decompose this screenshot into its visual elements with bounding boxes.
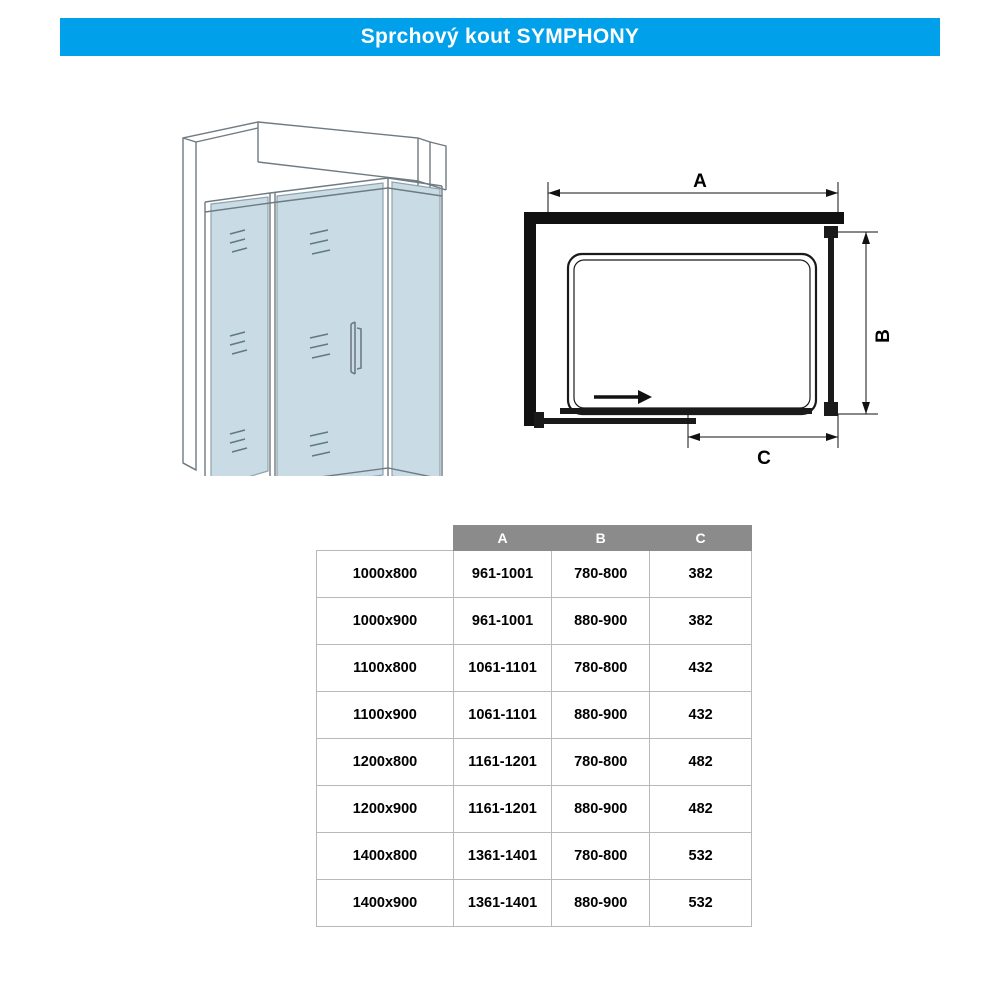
- cell-a: 1161-1201: [453, 786, 551, 833]
- cell-b: 880-900: [552, 786, 650, 833]
- cell-c: 532: [650, 833, 752, 880]
- dimension-b-label: B: [873, 329, 894, 343]
- cell-a: 1361-1401: [453, 833, 551, 880]
- page-title-bar: [60, 18, 940, 56]
- cell-c: 532: [650, 880, 752, 927]
- table-header-a: A: [453, 526, 551, 551]
- table-header-c: C: [650, 526, 752, 551]
- cell-b: 880-900: [552, 692, 650, 739]
- table-row: [317, 786, 752, 833]
- cell-size: 1400x800: [317, 833, 454, 880]
- door-left-fixing: [534, 412, 544, 428]
- glass-panel-left: [211, 197, 268, 476]
- cell-a: 1161-1201: [453, 739, 551, 786]
- cell-b: 880-900: [552, 880, 650, 927]
- dimension-c-label: C: [757, 448, 771, 469]
- perspective-drawing: [183, 122, 446, 476]
- table-row: [317, 833, 752, 880]
- table-header-b: B: [552, 526, 650, 551]
- tray-outline: [568, 254, 816, 414]
- wall-top: [524, 212, 844, 224]
- cell-size: 1200x900: [317, 786, 454, 833]
- cell-c: 432: [650, 692, 752, 739]
- side-glass-bottom-fixing: [824, 402, 838, 416]
- cell-c: 482: [650, 739, 752, 786]
- wall-left: [524, 212, 536, 426]
- cell-size: 1100x800: [317, 645, 454, 692]
- cell-a: 961-1001: [453, 551, 551, 598]
- table-row: [317, 645, 752, 692]
- cell-c: 482: [650, 786, 752, 833]
- slide-direction-arrow-icon: [594, 390, 652, 404]
- specification-table-wrap: [316, 525, 752, 927]
- tray-inner-outline: [574, 260, 810, 408]
- dimension-b: [838, 232, 878, 414]
- cell-b: 780-800: [552, 645, 650, 692]
- table-row: [317, 880, 752, 927]
- cell-size: 1200x800: [317, 739, 454, 786]
- table-row: [317, 551, 752, 598]
- cell-a: 1361-1401: [453, 880, 551, 927]
- cell-b: 780-800: [552, 739, 650, 786]
- cell-c: 382: [650, 551, 752, 598]
- specification-table: [316, 525, 752, 927]
- table-row: [317, 739, 752, 786]
- cell-size: 1000x900: [317, 598, 454, 645]
- cell-b: 780-800: [552, 833, 650, 880]
- topview-drawing: [524, 171, 894, 469]
- cell-a: 1061-1101: [453, 692, 551, 739]
- cell-a: 1061-1101: [453, 645, 551, 692]
- cell-c: 432: [650, 645, 752, 692]
- cell-size: 1000x800: [317, 551, 454, 598]
- dimension-a-label: A: [693, 171, 707, 192]
- cell-size: 1100x900: [317, 692, 454, 739]
- cell-c: 382: [650, 598, 752, 645]
- page-title: Sprchový kout SYMPHONY: [360, 25, 640, 48]
- cell-size: 1400x900: [317, 880, 454, 927]
- cell-a: 961-1001: [453, 598, 551, 645]
- door-panel-sliding-plan: [560, 408, 812, 414]
- glass-panel-side: [392, 182, 440, 476]
- door-panel-fixed-plan: [536, 418, 696, 424]
- table-header-blank: [317, 526, 454, 551]
- dimension-c: [688, 414, 838, 448]
- side-glass-plan: [828, 232, 834, 410]
- table-header-row: [317, 526, 752, 551]
- side-glass-top-fixing: [824, 226, 838, 238]
- glass-panel-door: [277, 183, 383, 476]
- table-row: [317, 598, 752, 645]
- diagram-area: [0, 56, 1000, 476]
- table-row: [317, 692, 752, 739]
- cell-b: 780-800: [552, 551, 650, 598]
- cell-b: 880-900: [552, 598, 650, 645]
